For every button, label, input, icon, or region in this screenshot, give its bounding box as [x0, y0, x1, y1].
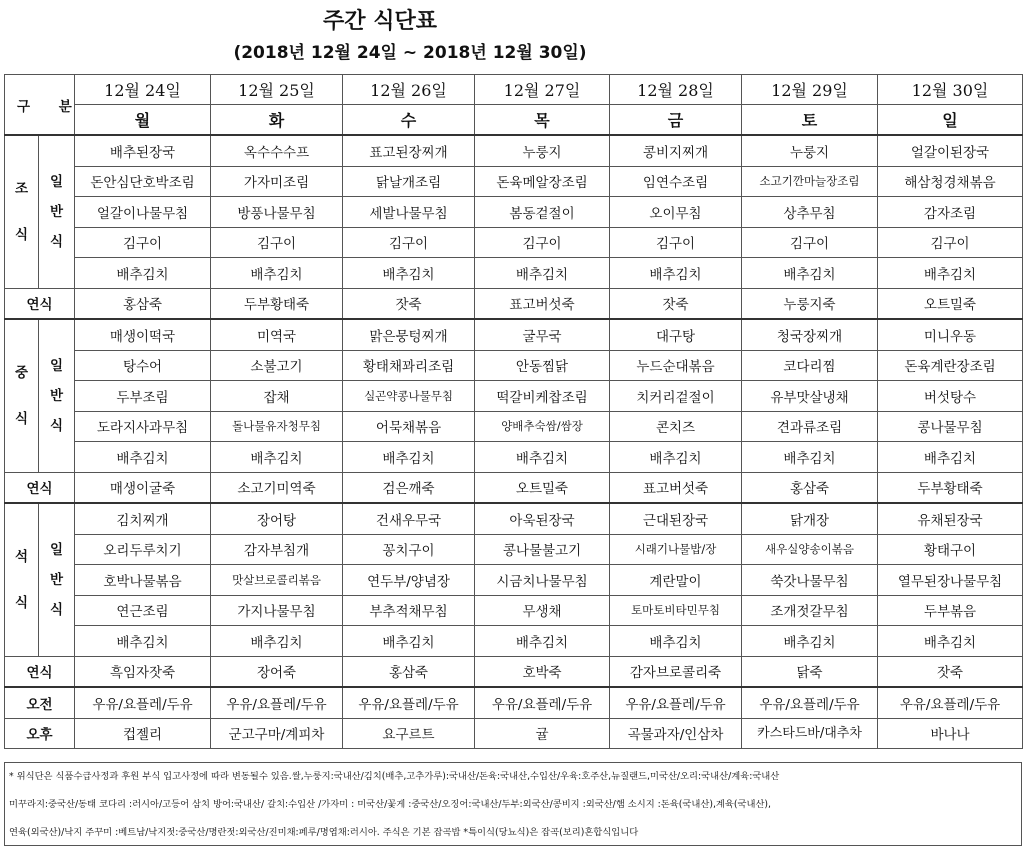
day-header: 토 — [742, 105, 878, 136]
menu-cell: 코다리찜 — [742, 350, 878, 381]
menu-cell: 청국장찌개 — [742, 319, 878, 350]
menu-cell: 배추김치 — [742, 626, 878, 657]
menu-cell: 감자조림 — [878, 197, 1023, 228]
menu-cell: 꽁치구이 — [343, 534, 475, 565]
meal-label: 석 식 — [5, 503, 39, 656]
day-header: 일 — [878, 105, 1023, 136]
day-header: 월 — [75, 105, 211, 136]
menu-table — [4, 74, 1023, 749]
menu-cell: 토마토비타민무침 — [610, 595, 742, 626]
day-header: 목 — [475, 105, 610, 136]
menu-cell: 김구이 — [742, 227, 878, 258]
soft-diet-cell: 두부황태죽 — [878, 472, 1023, 503]
menu-cell: 미니우동 — [878, 319, 1023, 350]
menu-cell: 돈육계란장조림 — [878, 350, 1023, 381]
menu-cell: 대구탕 — [610, 319, 742, 350]
menu-cell: 김구이 — [878, 227, 1023, 258]
menu-cell: 부추적채무침 — [343, 595, 475, 626]
menu-cell: 계란말이 — [610, 565, 742, 596]
menu-cell: 가자미조림 — [211, 166, 343, 197]
date-header: 12월 26일 — [343, 75, 475, 105]
date-range: (2018년 12월 24일 ~ 2018년 12월 30일) — [233, 43, 587, 63]
am-snack-cell: 우유/요플레/두유 — [475, 687, 610, 718]
soft-diet-cell: 잣죽 — [878, 656, 1023, 687]
menu-cell: 배추김치 — [878, 258, 1023, 289]
menu-cell: 김구이 — [475, 227, 610, 258]
menu-cell: 콩비지찌개 — [610, 135, 742, 166]
meal-type-label: 일 반 식 — [39, 503, 75, 656]
soft-diet-label: 연식 — [5, 288, 75, 319]
menu-cell: 배추김치 — [610, 258, 742, 289]
menu-cell: 호박나물볶음 — [75, 565, 211, 596]
pm-snack-cell: 바나나 — [878, 718, 1023, 749]
date-header: 12월 29일 — [742, 75, 878, 105]
menu-cell: 유부맛살냉채 — [742, 381, 878, 412]
menu-cell: 닭개장 — [742, 503, 878, 534]
soft-diet-cell: 홍삼죽 — [343, 656, 475, 687]
menu-cell: 무생채 — [475, 595, 610, 626]
menu-cell: 배추김치 — [610, 626, 742, 657]
menu-cell: 배추김치 — [742, 258, 878, 289]
meal-label: 조 식 — [5, 135, 39, 288]
soft-diet-cell: 잣죽 — [610, 288, 742, 319]
menu-cell: 배추김치 — [475, 442, 610, 473]
pm-snack-cell: 카스타드바/대추차 — [742, 718, 878, 749]
notes-box — [4, 762, 1022, 846]
menu-cell: 맛살브로콜리볶음 — [211, 565, 343, 596]
menu-cell: 배추김치 — [75, 442, 211, 473]
menu-cell: 연두부/양념장 — [343, 565, 475, 596]
menu-cell: 배추김치 — [878, 626, 1023, 657]
menu-cell: 두부조림 — [75, 381, 211, 412]
menu-cell: 근대된장국 — [610, 503, 742, 534]
menu-cell: 얼갈이된장국 — [878, 135, 1023, 166]
menu-cell: 안동찜닭 — [475, 350, 610, 381]
menu-cell: 도라지사과무침 — [75, 411, 211, 442]
am-snack-cell: 우유/요플레/두유 — [878, 687, 1023, 718]
menu-cell: 맑은뭉텅찌개 — [343, 319, 475, 350]
menu-cell: 황태구이 — [878, 534, 1023, 565]
soft-diet-cell: 소고기미역죽 — [211, 472, 343, 503]
menu-cell: 두부볶음 — [878, 595, 1023, 626]
pm-snack-cell: 귤 — [475, 718, 610, 749]
menu-cell: 치커리겉절이 — [610, 381, 742, 412]
soft-diet-cell: 오트밀죽 — [878, 288, 1023, 319]
menu-cell: 돈육메알장조림 — [475, 166, 610, 197]
gubun-header: 구 분 — [5, 75, 75, 136]
menu-cell: 배추김치 — [75, 626, 211, 657]
menu-cell: 가지나물무침 — [211, 595, 343, 626]
soft-diet-cell: 호박죽 — [475, 656, 610, 687]
am-snack-cell: 우유/요플레/두유 — [742, 687, 878, 718]
day-header: 금 — [610, 105, 742, 136]
date-header: 12월 28일 — [610, 75, 742, 105]
am-snack-cell: 우유/요플레/두유 — [343, 687, 475, 718]
menu-cell: 견과류조림 — [742, 411, 878, 442]
soft-diet-cell: 오트밀죽 — [475, 472, 610, 503]
note-line: 연육(외국산)/낙지 주꾸미 :베트남/낙지젓:중국산/명란젓:외국산/진미채:페루/명엽채:러시아. 주식은 기본 잡곡밥 *특이식(당뇨식)은 잡곡(보리)혼합식입니다 — [9, 827, 639, 838]
menu-cell: 닭날개조림 — [343, 166, 475, 197]
am-snack-cell: 우유/요플레/두유 — [211, 687, 343, 718]
menu-cell: 어묵채볶음 — [343, 411, 475, 442]
menu-cell: 옥수수수프 — [211, 135, 343, 166]
menu-cell: 배추김치 — [343, 626, 475, 657]
menu-cell: 콩나물불고기 — [475, 534, 610, 565]
pm-snack-cell: 군고구마/계피차 — [211, 718, 343, 749]
page-title: 주간 식단표 — [323, 9, 437, 34]
pm-snack-cell: 컵젤리 — [75, 718, 211, 749]
menu-cell: 장어탕 — [211, 503, 343, 534]
menu-cell: 소불고기 — [211, 350, 343, 381]
menu-cell: 콘치즈 — [610, 411, 742, 442]
menu-cell: 배추김치 — [475, 258, 610, 289]
menu-cell: 돌나물유자청무침 — [211, 411, 343, 442]
date-header: 12월 24일 — [75, 75, 211, 105]
menu-cell: 임연수조림 — [610, 166, 742, 197]
day-header: 수 — [343, 105, 475, 136]
menu-cell: 굴무국 — [475, 319, 610, 350]
menu-cell: 김구이 — [343, 227, 475, 258]
soft-diet-cell: 감자브로콜리죽 — [610, 656, 742, 687]
menu-cell: 김구이 — [211, 227, 343, 258]
pm-snack-label: 오후 — [5, 718, 75, 749]
soft-diet-cell: 홍삼죽 — [75, 288, 211, 319]
menu-cell: 배추김치 — [211, 626, 343, 657]
menu-cell: 배추김치 — [742, 442, 878, 473]
menu-cell: 연근조림 — [75, 595, 211, 626]
menu-cell: 누드순대볶음 — [610, 350, 742, 381]
soft-diet-cell: 흑임자잣죽 — [75, 656, 211, 687]
menu-cell: 상추무침 — [742, 197, 878, 228]
meal-label: 중 식 — [5, 319, 39, 472]
note-line: 미꾸라지:중국산/동태 코다리 :러시아/고등어 삼치 방어:국내산/ 갈치:수입산 /가자미 : 미국산/꽃게 :중국산/오징어:국내산/두부:외국산/콩비지 :외국산/햄 소시지 :돈육(국내산),계육(국내산), — [9, 799, 772, 810]
menu-cell: 배추김치 — [343, 442, 475, 473]
menu-cell: 김구이 — [610, 227, 742, 258]
soft-diet-cell: 두부황태죽 — [211, 288, 343, 319]
menu-cell: 매생이떡국 — [75, 319, 211, 350]
menu-cell: 해삼청경채볶음 — [878, 166, 1023, 197]
soft-diet-label: 연식 — [5, 472, 75, 503]
menu-cell: 돈안심단호박조림 — [75, 166, 211, 197]
menu-cell: 미역국 — [211, 319, 343, 350]
soft-diet-cell: 장어죽 — [211, 656, 343, 687]
menu-cell: 봄동겉절이 — [475, 197, 610, 228]
soft-diet-cell: 검은깨죽 — [343, 472, 475, 503]
menu-cell: 배추김치 — [475, 626, 610, 657]
date-header: 12월 27일 — [475, 75, 610, 105]
soft-diet-label: 연식 — [5, 656, 75, 687]
menu-cell: 얼갈이나물무침 — [75, 197, 211, 228]
menu-cell: 세발나물무침 — [343, 197, 475, 228]
menu-cell: 열무된장나물무침 — [878, 565, 1023, 596]
menu-cell: 버섯탕수 — [878, 381, 1023, 412]
soft-diet-cell: 표고버섯죽 — [610, 472, 742, 503]
menu-cell: 탕수어 — [75, 350, 211, 381]
menu-cell: 배추김치 — [343, 258, 475, 289]
menu-cell: 표고된장찌개 — [343, 135, 475, 166]
am-snack-cell: 우유/요플레/두유 — [610, 687, 742, 718]
menu-cell: 유채된장국 — [878, 503, 1023, 534]
menu-cell: 배추김치 — [610, 442, 742, 473]
pm-snack-cell: 요구르트 — [343, 718, 475, 749]
menu-cell: 양배추숙쌈/쌈장 — [475, 411, 610, 442]
menu-cell: 조개젓갈무침 — [742, 595, 878, 626]
menu-cell: 건새우무국 — [343, 503, 475, 534]
menu-cell: 시래기나물밥/장 — [610, 534, 742, 565]
soft-diet-cell: 닭죽 — [742, 656, 878, 687]
note-line: * 위식단은 식품수급사정과 후원 부식 입고사정에 따라 변동될수 있음.쌀,누룽지:국내산/김치(배추,고추가루):국내산/돈육:국내산,수입산/우육:호주산,뉴질랜드,미국산/오리:국내산/계육:국내산 — [9, 771, 780, 782]
menu-cell: 배추된장국 — [75, 135, 211, 166]
date-header: 12월 30일 — [878, 75, 1023, 105]
soft-diet-cell: 매생이굴죽 — [75, 472, 211, 503]
menu-cell: 배추김치 — [211, 442, 343, 473]
pm-snack-cell: 곡물과자/인삼차 — [610, 718, 742, 749]
menu-cell: 김치찌개 — [75, 503, 211, 534]
menu-cell: 누룽지 — [742, 135, 878, 166]
menu-cell: 새우실양송이볶음 — [742, 534, 878, 565]
menu-cell: 황태채꽈리조림 — [343, 350, 475, 381]
menu-cell: 오리두루치기 — [75, 534, 211, 565]
menu-cell: 쑥갓나물무침 — [742, 565, 878, 596]
menu-cell: 콩나물무침 — [878, 411, 1023, 442]
day-header: 화 — [211, 105, 343, 136]
menu-cell: 소고기깐마늘장조림 — [742, 166, 878, 197]
meal-type-label: 일 반 식 — [39, 135, 75, 288]
menu-cell: 떡갈비케찹조림 — [475, 381, 610, 412]
menu-cell: 누룽지 — [475, 135, 610, 166]
date-header: 12월 25일 — [211, 75, 343, 105]
soft-diet-cell: 잣죽 — [343, 288, 475, 319]
menu-cell: 오이무침 — [610, 197, 742, 228]
soft-diet-cell: 누룽지죽 — [742, 288, 878, 319]
menu-cell: 방풍나물무침 — [211, 197, 343, 228]
menu-cell: 배추김치 — [211, 258, 343, 289]
menu-cell: 아욱된장국 — [475, 503, 610, 534]
soft-diet-cell: 홍삼죽 — [742, 472, 878, 503]
menu-cell: 시금치나물무침 — [475, 565, 610, 596]
am-snack-label: 오전 — [5, 687, 75, 718]
menu-cell: 잡채 — [211, 381, 343, 412]
menu-cell: 배추김치 — [878, 442, 1023, 473]
soft-diet-cell: 표고버섯죽 — [475, 288, 610, 319]
menu-cell: 실곤약콩나물무침 — [343, 381, 475, 412]
menu-cell: 배추김치 — [75, 258, 211, 289]
am-snack-cell: 우유/요플레/두유 — [75, 687, 211, 718]
menu-cell: 감자부침개 — [211, 534, 343, 565]
meal-type-label: 일 반 식 — [39, 319, 75, 472]
menu-cell: 김구이 — [75, 227, 211, 258]
